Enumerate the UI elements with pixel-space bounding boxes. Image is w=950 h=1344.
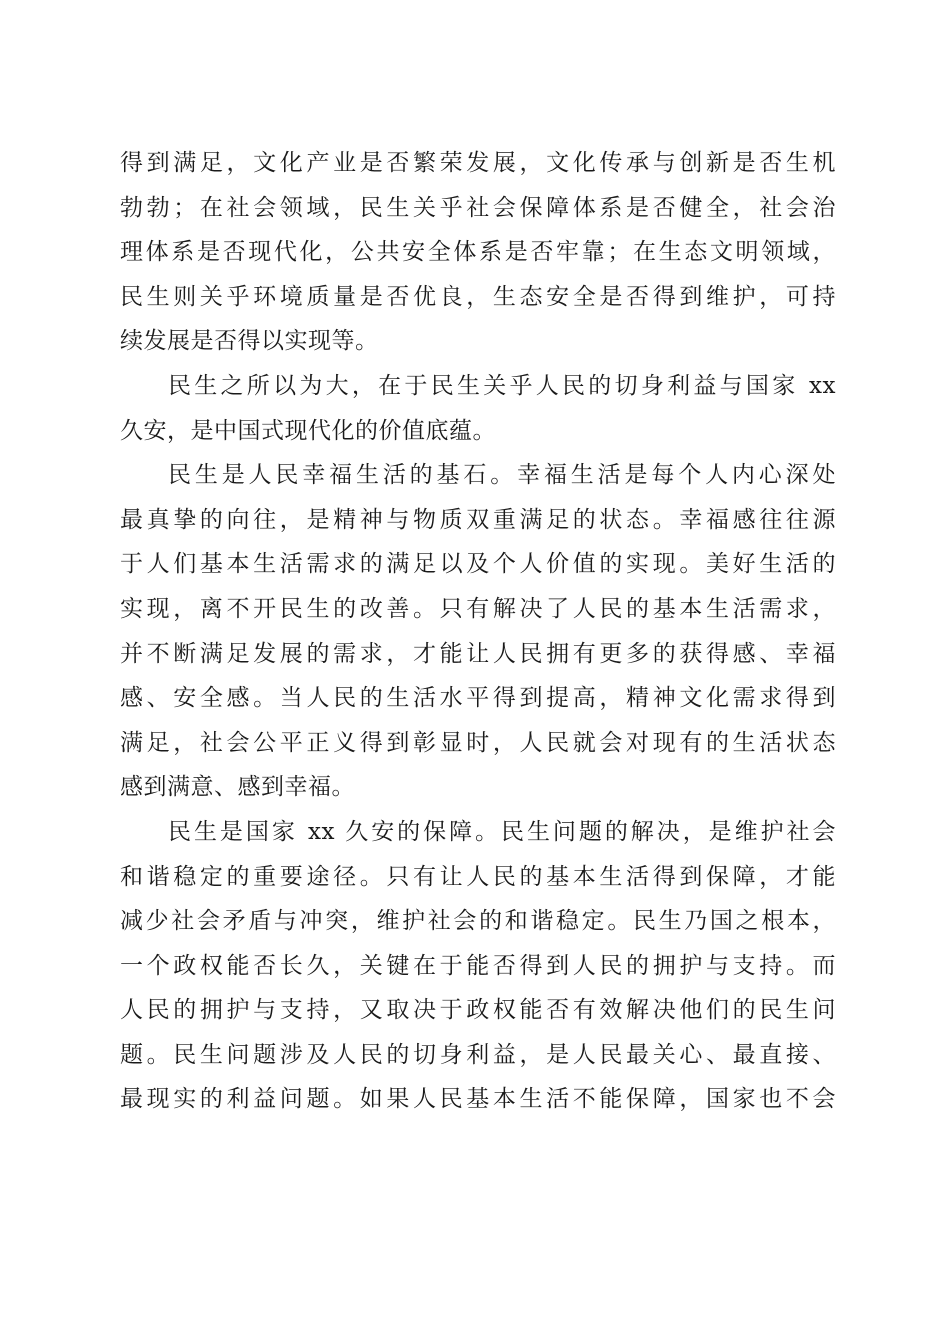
text-line: 民生是国家 xx 久安的保障。民生问题的解决，是维护社会 [168, 818, 836, 845]
text-line: 民生则关乎环境质量是否优良，生态安全是否得到维护，可持 [120, 283, 836, 310]
paragraph-4 [120, 810, 836, 1122]
document-body [120, 141, 836, 1122]
text-line: 勃勃；在社会领域，民生关乎社会保障体系是否健全，社会治 [120, 194, 836, 221]
text-line: 续发展是否得以实现等。 [120, 328, 379, 355]
text-line: 减少社会矛盾与冲突，维护社会的和谐稳定。民生乃国之根本， [120, 908, 836, 935]
text-line: 久安，是中国式现代化的价值底蕴。 [120, 417, 496, 444]
text-line: 和谐稳定的重要途径。只有让人民的基本生活得到保障，才能 [120, 863, 836, 890]
text-line: 于人们基本生活需求的满足以及个人价值的实现。美好生活的 [120, 551, 836, 578]
text-line: 最现实的利益问题。如果人民基本生活不能保障，国家也不会 [120, 1086, 836, 1113]
text-line: 最真挚的向往，是精神与物质双重满足的状态。幸福感往往源 [120, 506, 836, 533]
paragraph-3 [120, 453, 836, 810]
text-line: 题。民生问题涉及人民的切身利益，是人民最关心、最直接、 [120, 1041, 836, 1068]
text-line: 人民的拥护与支持，又取决于政权能否有效解决他们的民生问 [120, 997, 836, 1024]
text-line: 满足，社会公平正义得到彰显时，人民就会对现有的生活状态 [120, 729, 836, 756]
paragraph-2 [120, 364, 836, 453]
text-line: 并不断满足发展的需求，才能让人民拥有更多的获得感、幸福 [120, 640, 836, 667]
text-line: 得到满足，文化产业是否繁荣发展，文化传承与创新是否生机 [120, 150, 836, 176]
text-line: 民生是人民幸福生活的基石。幸福生活是每个人内心深处 [168, 462, 836, 489]
text-line: 感到满意、感到幸福。 [120, 774, 355, 801]
text-line: 理体系是否现代化，公共安全体系是否牢靠；在生态文明领域， [120, 239, 836, 266]
text-line: 一个政权能否长久，关键在于能否得到人民的拥护与支持。而 [120, 952, 836, 979]
text-line: 实现，离不开民生的改善。只有解决了人民的基本生活需求， [120, 595, 836, 622]
text-line: 民生之所以为大，在于民生关乎人民的切身利益与国家 xx [168, 372, 836, 399]
text-line: 感、安全感。当人民的生活水平得到提高，精神文化需求得到 [120, 685, 836, 712]
paragraph-1 [120, 141, 836, 364]
